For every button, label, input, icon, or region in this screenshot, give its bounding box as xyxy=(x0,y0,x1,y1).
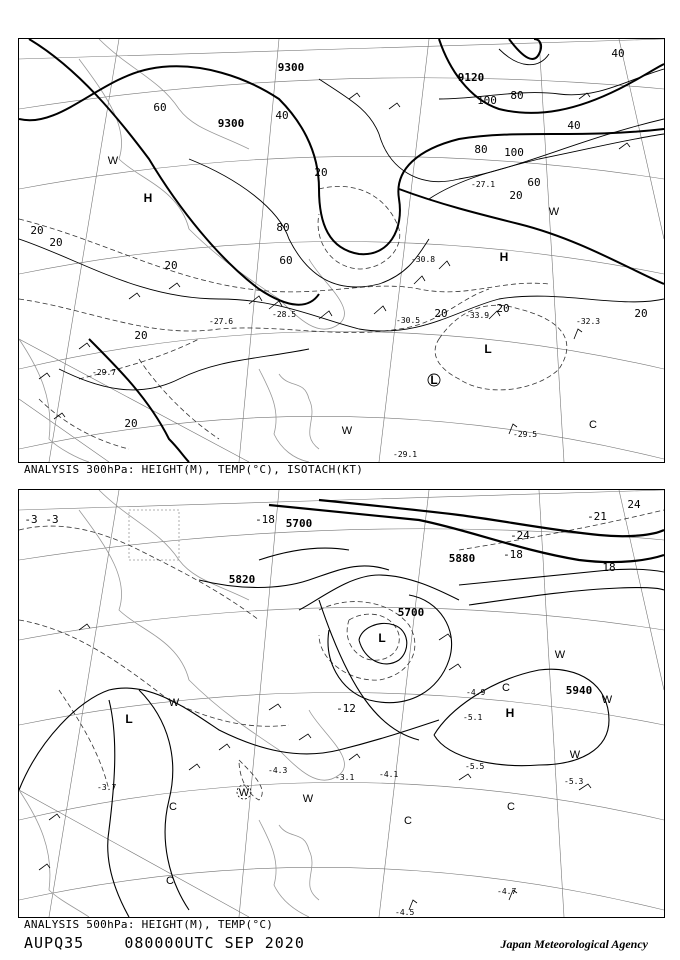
isotach-label: 20 xyxy=(434,307,448,320)
isotherm-label: 18 xyxy=(602,561,616,574)
cold-center: C xyxy=(166,875,174,887)
cold-center: C xyxy=(404,815,412,827)
isotach-label: 60 xyxy=(153,101,167,114)
warm-center: W xyxy=(601,694,613,706)
isotherm-label: -3 xyxy=(24,513,38,526)
warm-center: W xyxy=(168,697,180,709)
height-label: 9300 xyxy=(217,117,245,130)
chart-code: AUPQ35 xyxy=(24,934,85,952)
low-pressure-center: L xyxy=(484,342,492,356)
isotherm-label: -18 xyxy=(255,513,275,526)
map-300hpa-drawing xyxy=(19,39,664,462)
temp-label: -5.5 xyxy=(465,762,485,771)
analysis-300hpa-map xyxy=(18,38,665,463)
isotach-label: 20 xyxy=(314,166,328,179)
wind-barbs xyxy=(39,93,630,434)
caption-500hpa: ANALYSIS 500hPa: HEIGHT(M), TEMP(°C) xyxy=(24,918,274,931)
temp-label: -29.1 xyxy=(393,450,418,459)
isotherm-label: -3 xyxy=(45,513,59,526)
warm-center: W xyxy=(238,787,250,799)
isotherm-label: 24 xyxy=(627,498,641,511)
isotach-label: 80 xyxy=(510,89,524,102)
isotach-label: 20 xyxy=(509,189,523,202)
warm-center: W xyxy=(302,793,314,805)
chart-identifier xyxy=(24,934,305,952)
isotherm-label: -12 xyxy=(336,702,356,715)
low-pressure-center: L xyxy=(430,373,438,387)
temp-label: -33.9 xyxy=(465,311,490,320)
temp-label: -4.5 xyxy=(395,908,415,917)
isotach-label: 60 xyxy=(527,176,541,189)
valid-time: 080000UTC SEP 2020 xyxy=(124,934,305,952)
height-contours xyxy=(19,548,664,917)
height-label: 9300 xyxy=(277,61,305,74)
isotach-label: 20 xyxy=(634,307,648,320)
temp-label: -29.5 xyxy=(513,430,538,439)
temp-label: -30.5 xyxy=(396,316,421,325)
cold-center: C xyxy=(502,682,510,694)
temp-label: -28.5 xyxy=(272,310,297,319)
isotach-label: 40 xyxy=(275,109,289,122)
low-pressure-center: L xyxy=(125,712,133,726)
isotach-label: 20 xyxy=(49,236,63,249)
height-label: 5700 xyxy=(397,606,425,619)
high-pressure-center: H xyxy=(499,250,509,264)
isotach-label: 20 xyxy=(124,417,138,430)
temp-label: -29.7 xyxy=(92,368,117,377)
isotachs xyxy=(19,49,664,390)
height-label: 5700 xyxy=(285,517,313,530)
low-pressure-center: L xyxy=(378,631,386,645)
isotherm-label: -24 xyxy=(510,529,530,542)
temp-label: -32.3 xyxy=(576,317,601,326)
height-label: 5880 xyxy=(448,552,476,565)
cold-center: C xyxy=(589,419,597,431)
temp-label: -27.6 xyxy=(209,317,234,326)
temp-label: -4.9 xyxy=(466,688,486,697)
temp-label: -3.1 xyxy=(335,773,355,782)
temp-label: -5.3 xyxy=(564,777,584,786)
temp-label: -27.1 xyxy=(471,180,496,189)
temp-label: -3.7 xyxy=(97,783,117,792)
warm-center: W xyxy=(107,155,119,167)
isotach-label: 20 xyxy=(30,224,44,237)
isotach-label: 40 xyxy=(567,119,581,132)
isotach-label: 60 xyxy=(279,254,293,267)
temp-label: -5.1 xyxy=(463,713,483,722)
temp-label: -4.7 xyxy=(497,887,517,896)
temp-label: -30.8 xyxy=(411,255,436,264)
cold-center: C xyxy=(507,801,515,813)
isotherms xyxy=(19,510,664,800)
temp-label: -4.3 xyxy=(268,766,288,775)
height-contours xyxy=(19,39,664,462)
graticule xyxy=(19,39,664,462)
agency-credit: Japan Meteorological Agency xyxy=(500,937,648,951)
isotach-label: 20 xyxy=(496,302,510,315)
height-label: 9120 xyxy=(457,71,485,84)
caption-300hpa: ANALYSIS 300hPa: HEIGHT(M), TEMP(°C), ISOTACH(KT) xyxy=(24,463,364,476)
height-label: 5940 xyxy=(565,684,593,697)
warm-center: W xyxy=(341,425,353,437)
isotach-label: 100 xyxy=(477,94,497,107)
temp-label: -4.1 xyxy=(379,770,399,779)
warm-center: W xyxy=(548,206,560,218)
isotach-label: 100 xyxy=(504,146,524,159)
isotach-label: 80 xyxy=(276,221,290,234)
high-pressure-center: H xyxy=(143,191,153,205)
high-pressure-center: H xyxy=(505,706,515,720)
isotach-label: 20 xyxy=(164,259,178,272)
map-500hpa-drawing xyxy=(19,490,664,917)
warm-center: W xyxy=(554,649,566,661)
isotherm-label: -21 xyxy=(587,510,607,523)
isotherm-label: -18 xyxy=(503,548,523,561)
cold-center: C xyxy=(169,801,177,813)
height-label: 5820 xyxy=(228,573,256,586)
analysis-500hpa-map xyxy=(18,489,665,918)
isotach-label: 40 xyxy=(611,47,625,60)
isotach-label: 20 xyxy=(134,329,148,342)
warm-center: W xyxy=(569,749,581,761)
isotach-label: 80 xyxy=(474,143,488,156)
